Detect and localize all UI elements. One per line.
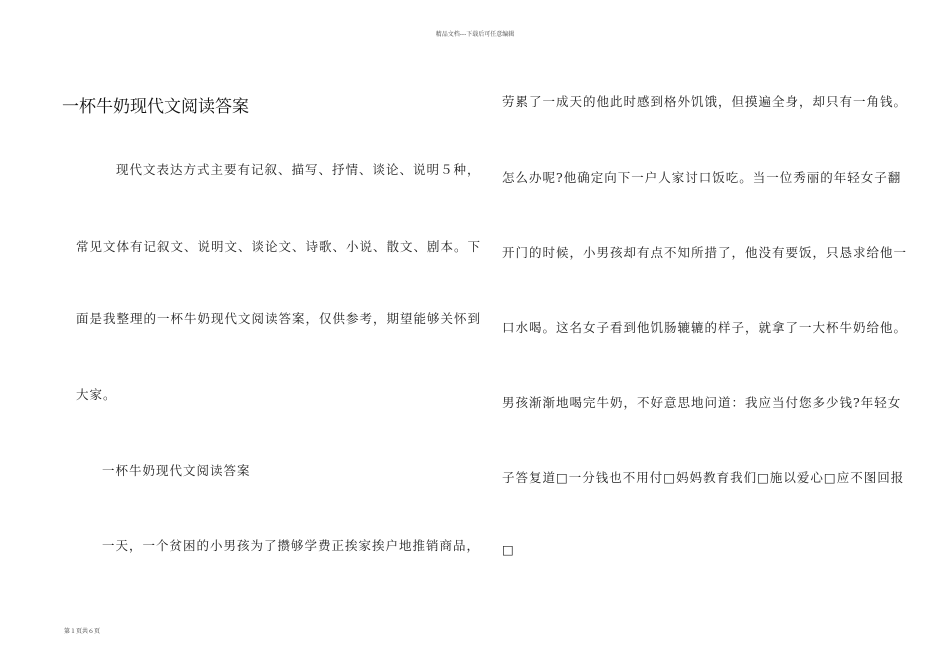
paragraph-line: 开门的时候，小男孩却有点不知所措了，他没有要饭，只恳求给他一 <box>502 245 908 260</box>
page-number: 第１页共６页 <box>64 628 101 635</box>
paragraph-line: 大家。 <box>76 387 117 402</box>
paragraph-line: 一天，一个贫困的小男孩为了攒够学费正挨家挨户地推销商品， <box>102 538 481 553</box>
paragraph-line: □ <box>502 542 515 557</box>
paragraph-line: 面是我整理的一杯牛奶现代文阅读答案，仅供参考，期望能够关怀到 <box>76 311 482 326</box>
paragraph-line: 子答复道□一分钱也不用付□妈妈教育我们□施以爱心□应不图回报 <box>502 470 905 485</box>
paragraph-line: 劳累了一成天的他此时感到格外饥饿，但摸遍全身，却只有一角钱。 <box>502 94 908 109</box>
paragraph-line: 常见文体有记叙文、说明文、谈论文、诗歌、小说、散文、剧本。下 <box>76 239 482 254</box>
paragraph-line: 现代文表达方式主要有记叙、描写、抒情、谈论、说明５种， <box>116 162 481 177</box>
paragraph-line: 怎么办呢?他确定向下一户人家讨口饭吃。当一位秀丽的年轻女子翻 <box>502 170 902 185</box>
header-note: 精品文档---下载后可任意编辑 <box>435 31 515 38</box>
section-heading: 一杯牛奶现代文阅读答案 <box>102 463 251 478</box>
paragraph-line: 口水喝。这名女子看到他饥肠辘辘的样子，就拿了一大杯牛奶给他。 <box>502 320 908 335</box>
paragraph-line: 男孩渐渐地喝完牛奶，不好意思地问道：我应当付您多少钱?年轻女 <box>502 395 902 410</box>
document-title: 一杯牛奶现代文阅读答案 <box>62 97 249 117</box>
